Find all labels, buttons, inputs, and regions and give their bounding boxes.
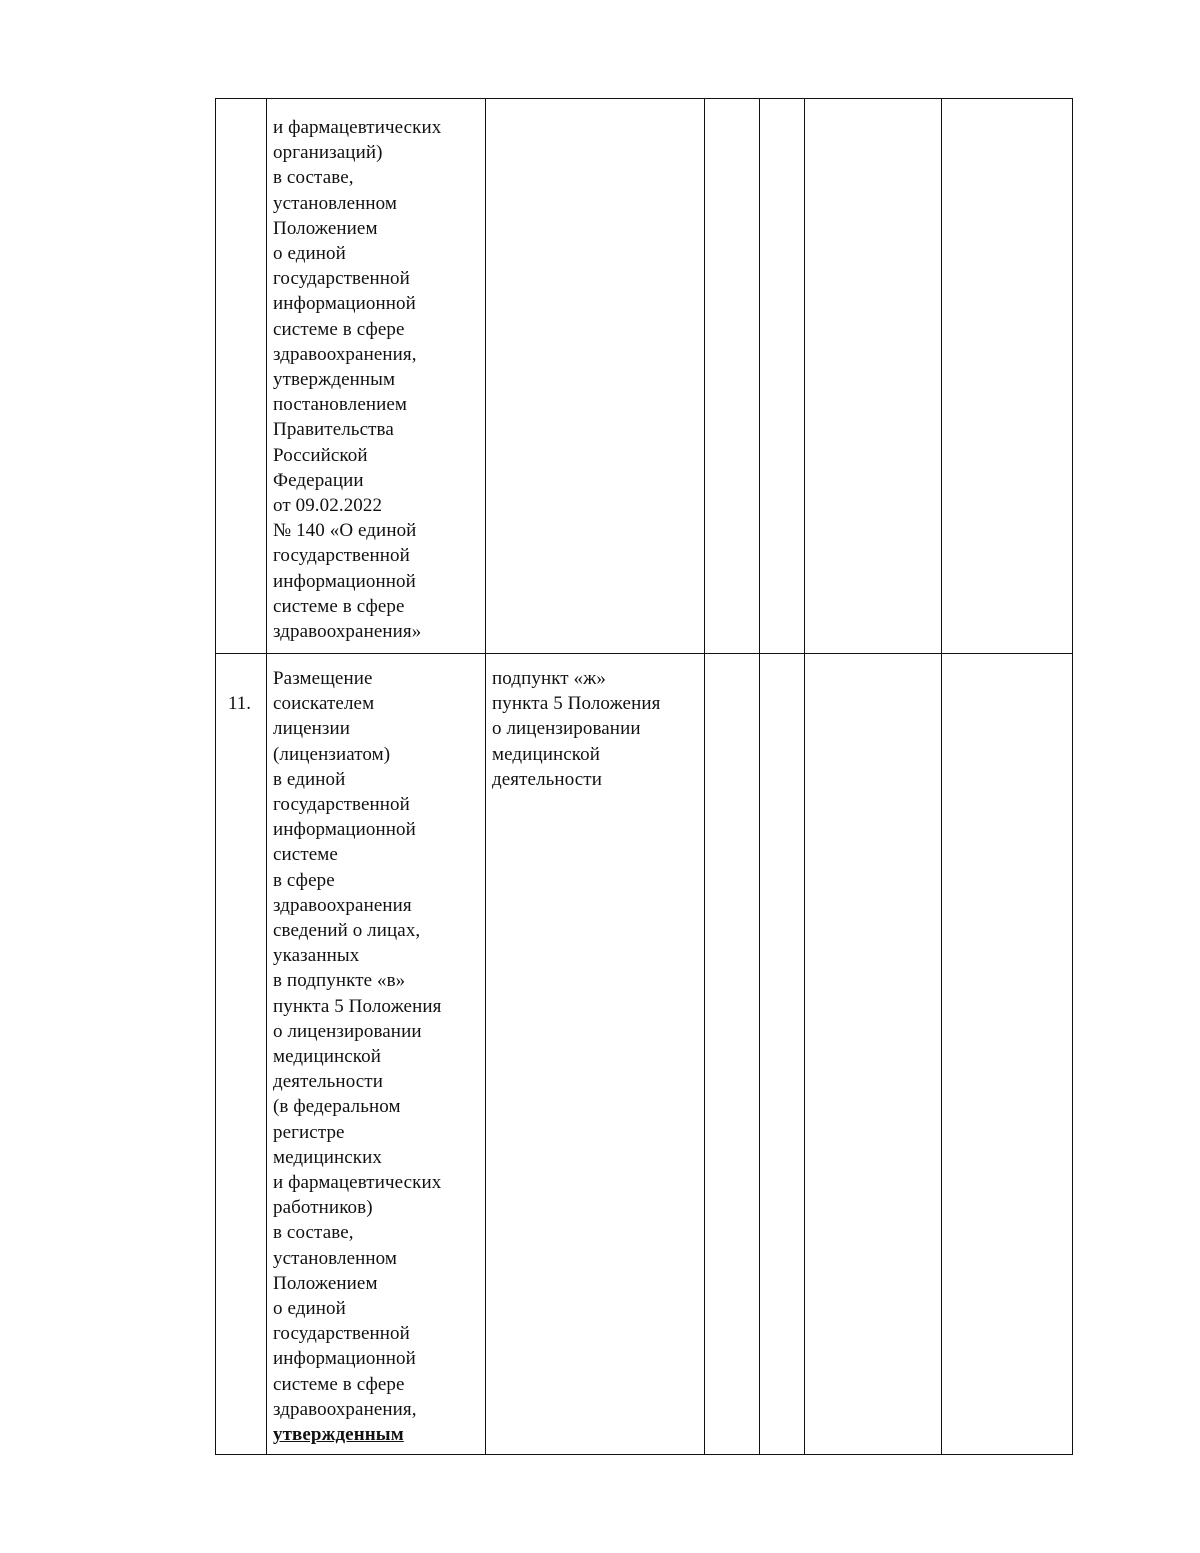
empty-cell	[805, 654, 942, 1455]
requirements-table	[215, 98, 1073, 1455]
legal-basis-cell	[486, 654, 705, 1455]
empty-cell	[760, 654, 805, 1455]
table-row	[216, 654, 1073, 1455]
row-number-cell	[216, 654, 267, 1455]
requirement-text	[267, 654, 485, 1447]
empty-cell	[705, 99, 760, 654]
empty-cell	[760, 99, 805, 654]
empty-cell	[705, 654, 760, 1455]
legal-basis-cell	[486, 99, 705, 654]
requirement-text-last-line: утвержденным	[273, 1424, 404, 1446]
row-number: 11.	[228, 693, 252, 714]
table-row	[216, 99, 1073, 654]
requirement-text-body: Размещение соискателем лицензии (лицензиатом) в единой государственной информационной системе в сфере здравоохранения сведений о лицах, указанных в подпункте «в» пункта 5 Положения о лицензировании медицинской деятельности (в федеральном регистре медицинских и фармацевтических работников) в составе, установленном Положением о единой государственной информационной системе в сфере здравоохранения,	[273, 668, 442, 1420]
empty-cell	[942, 654, 1073, 1455]
row-number	[216, 99, 266, 136]
legal-basis-text	[486, 99, 704, 115]
requirement-text: и фармацевтических организаций) в составе, установленном Положением о единой государственной информационной системе в сфере здравоохранения, утвержденным постановлением Правительства Российской Федерации от 09.02.2022 № 140 «О единой государственной информационной системе в сфере здравоохранения»	[273, 117, 442, 643]
requirement-cell	[267, 99, 486, 654]
legal-basis-text: подпункт «ж» пункта 5 Положения о лицензировании медицинской деятельности	[492, 668, 661, 790]
row-number-cell	[216, 99, 267, 654]
empty-cell	[805, 99, 942, 654]
requirement-cell	[267, 654, 486, 1455]
empty-cell	[942, 99, 1073, 654]
